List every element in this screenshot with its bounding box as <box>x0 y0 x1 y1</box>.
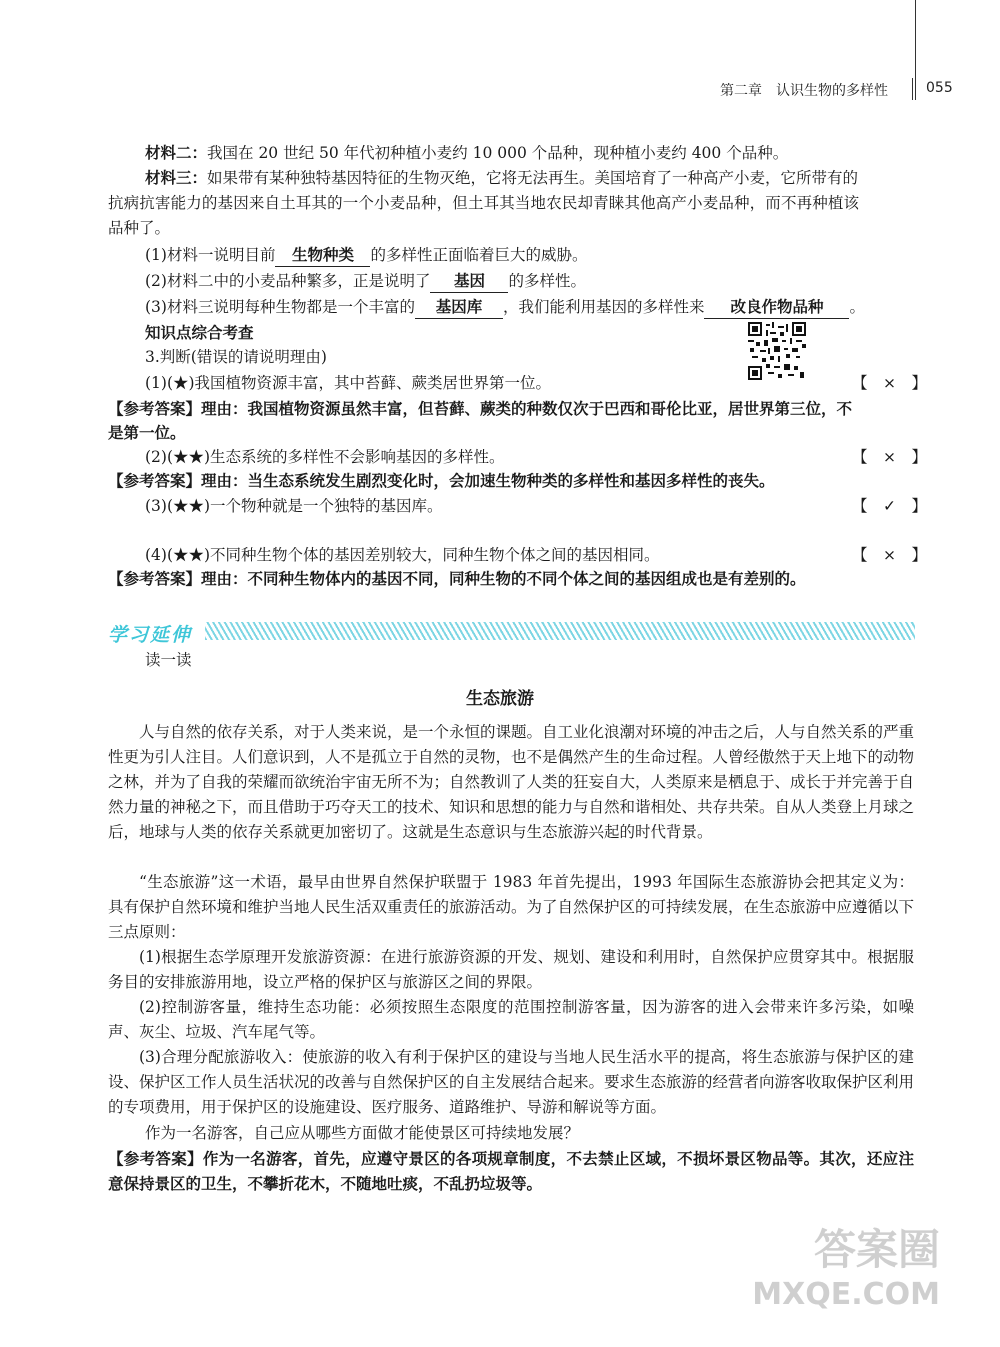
judgment-4: (4)(★★)不同种生物个体的基因差别较大，同种生物个体之间的基因相同。 <box>145 546 660 564</box>
material-3-line-3: 品种了。 <box>108 219 171 237</box>
article-paragraph-2: “生态旅游”这一术语，最早由世界自然保护联盟于 1983 年首先提出，1993 年国际生态旅游协会把其定义为：具有保护自然环境和维护当地人民生活双重责任的旅游活动。为了自然保护区的可持续发展，在生态旅游中应遵循以下三点原则： <box>108 873 915 941</box>
judgment-3: (3)(★★)一个物种就是一个独特的基因库。 <box>145 497 443 515</box>
article-paragraph-5: (3)合理分配旅游收入：使旅游的收入有利于保护区的建设与当地人民生活水平的提高，将生态旅游与保护区的建设、保护区工作人员生活状况的改善与自然保护区的自主发展结合起来。要求生态旅游的经营者向游客收取保护区利用的专项费用，用于保护区的设施建设、医疗服务、道路维护、导游和解说等方面。 <box>108 1048 915 1116</box>
judgment-1-mark: 【 × 】 <box>852 374 927 392</box>
watermark-logo <box>740 1217 940 1327</box>
read-label: 读一读 <box>145 651 192 669</box>
question-2-answer: 基因 <box>430 270 508 293</box>
qr-code-icon[interactable] <box>748 322 806 380</box>
material-3-label: 材料三： <box>145 169 208 187</box>
article-paragraph-4: (2)控制游客量，维持生态功能：必须按照生态限度的范围控制游客量，因为游客的进入会带来许多污染，如噪声、灰尘、垃圾、汽车尾气等。 <box>108 998 914 1041</box>
judgment-4-mark: 【 × 】 <box>852 546 927 564</box>
material-2-label: 材料二： <box>145 144 208 162</box>
answer-2: 【参考答案】理由：当生态系统发生剧烈变化时，会加速生物种类的多样性和基因多样性的丧失。 <box>108 472 775 490</box>
chapter-title: 第二章 认识生物的多样性 <box>720 83 888 99</box>
section-prompt: 3.判断(错误的请说明理由) <box>145 348 327 366</box>
answer-4: 【参考答案】理由：不同种生物体内的基因不同，同种生物的不同个体之间的基因组成也是有差别的。 <box>108 570 806 588</box>
material-2-text: 我国在 20 世纪 50 年代初种植小麦约 10 000 个品种，现种植小麦约 400 个品种。 <box>207 144 789 162</box>
header-divider-long <box>915 0 916 100</box>
material-3-line-1 <box>145 167 858 189</box>
judgment-2-mark: 【 × 】 <box>852 448 927 466</box>
article-title: 生态旅游 <box>466 689 534 709</box>
question-1-answer: 生物种类 <box>275 244 370 267</box>
material-3-text-1: 如果带有某种独特基因特征的生物灭绝，它将无法再生。美国培育了一种高产小麦，它所带有的 <box>207 169 859 187</box>
judgment-2: (2)(★★)生态系统的多样性不会影响基因的多样性。 <box>145 448 505 466</box>
judgment-3-mark: 【 ✓ 】 <box>852 497 927 515</box>
material-2 <box>145 142 788 164</box>
question-3-answer-2: 改良作物品种 <box>704 296 849 319</box>
question-1: (1)材料一说明目前 生物种类 的多样性正面临着巨大的威胁。 <box>145 244 587 267</box>
material-3-line-2: 抗病抗害能力的基因来自土耳其的一个小麦品种，但土耳其当地农民却青睐其他高产小麦品种，而不再种植该 <box>108 194 860 212</box>
article-answer: 【参考答案】作为一名游客，首先，应遵守景区的各项规章制度，不去禁止区域，不损坏景区物品等。其次，还应注意保持景区的卫生，不攀折花木，不随地吐痰，不乱扔垃圾等。 <box>108 1150 914 1193</box>
extension-banner: 学习延伸 <box>108 624 193 646</box>
question-2: (2)材料二中的小麦品种繁多，正是说明了 基因 的多样性。 <box>145 270 586 293</box>
answer-1-line-2: 是第一位。 <box>108 424 186 442</box>
article-paragraph-3: (1)根据生态学原理开发旅游资源：在进行旅游资源的开发、规划、建设和利用时，自然保护应贯穿其中。根据服务目的安排旅游用地，设立严格的保护区与旅游区之间的界限。 <box>108 948 914 991</box>
article-paragraph-1: 人与自然的依存关系，对于人类来说，是一个永恒的课题。自工业化浪潮对环境的冲击之后，人与自然关系的严重性更为引人注目。人们意识到，人不是孤立于自然的灵物，也不是偶然产生的生命过程。人曾经傲然于天上地下的动物之林，并为了自我的荣耀而欲统治宇宙无所不为；自然教训了人类的狂妄自大，人类原来是栖息于、成长于并完善于自然力量的神秘之下，而且借助于巧夺天工的技术、知识和思想的能力与自然和谐相处、共存共荣。自从人类登上月球之后，地球与人类的依存关系就更加密切了。这就是生态意识与生态旅游兴起的时代背景。 <box>108 723 915 841</box>
header-divider-short <box>912 78 913 100</box>
question-3-answer-1: 基因库 <box>415 296 503 319</box>
watermark-text: 答案圈 <box>813 1225 940 1274</box>
question-3: (3)材料三说明每种生物都是一个丰富的 基因库 ，我们能利用基因的多样性来 改良作物品种 。 <box>145 296 865 319</box>
section-title: 知识点综合考查 <box>145 324 254 342</box>
answer-1-line-1: 【参考答案】理由：我国植物资源虽然丰富，但苔藓、蕨类的种数仅次于巴西和哥伦比亚，居世界第三位，不 <box>108 400 853 418</box>
banner-stripe <box>205 622 915 640</box>
article-question: 作为一名游客，自己应从哪些方面做才能使景区可持续地发展？ <box>145 1124 580 1142</box>
watermark-url: MXQE.COM <box>752 1277 940 1312</box>
judgment-1: (1)(★)我国植物资源丰富，其中苔藓、蕨类居世界第一位。 <box>145 374 552 392</box>
page-number: 055 <box>926 80 953 96</box>
